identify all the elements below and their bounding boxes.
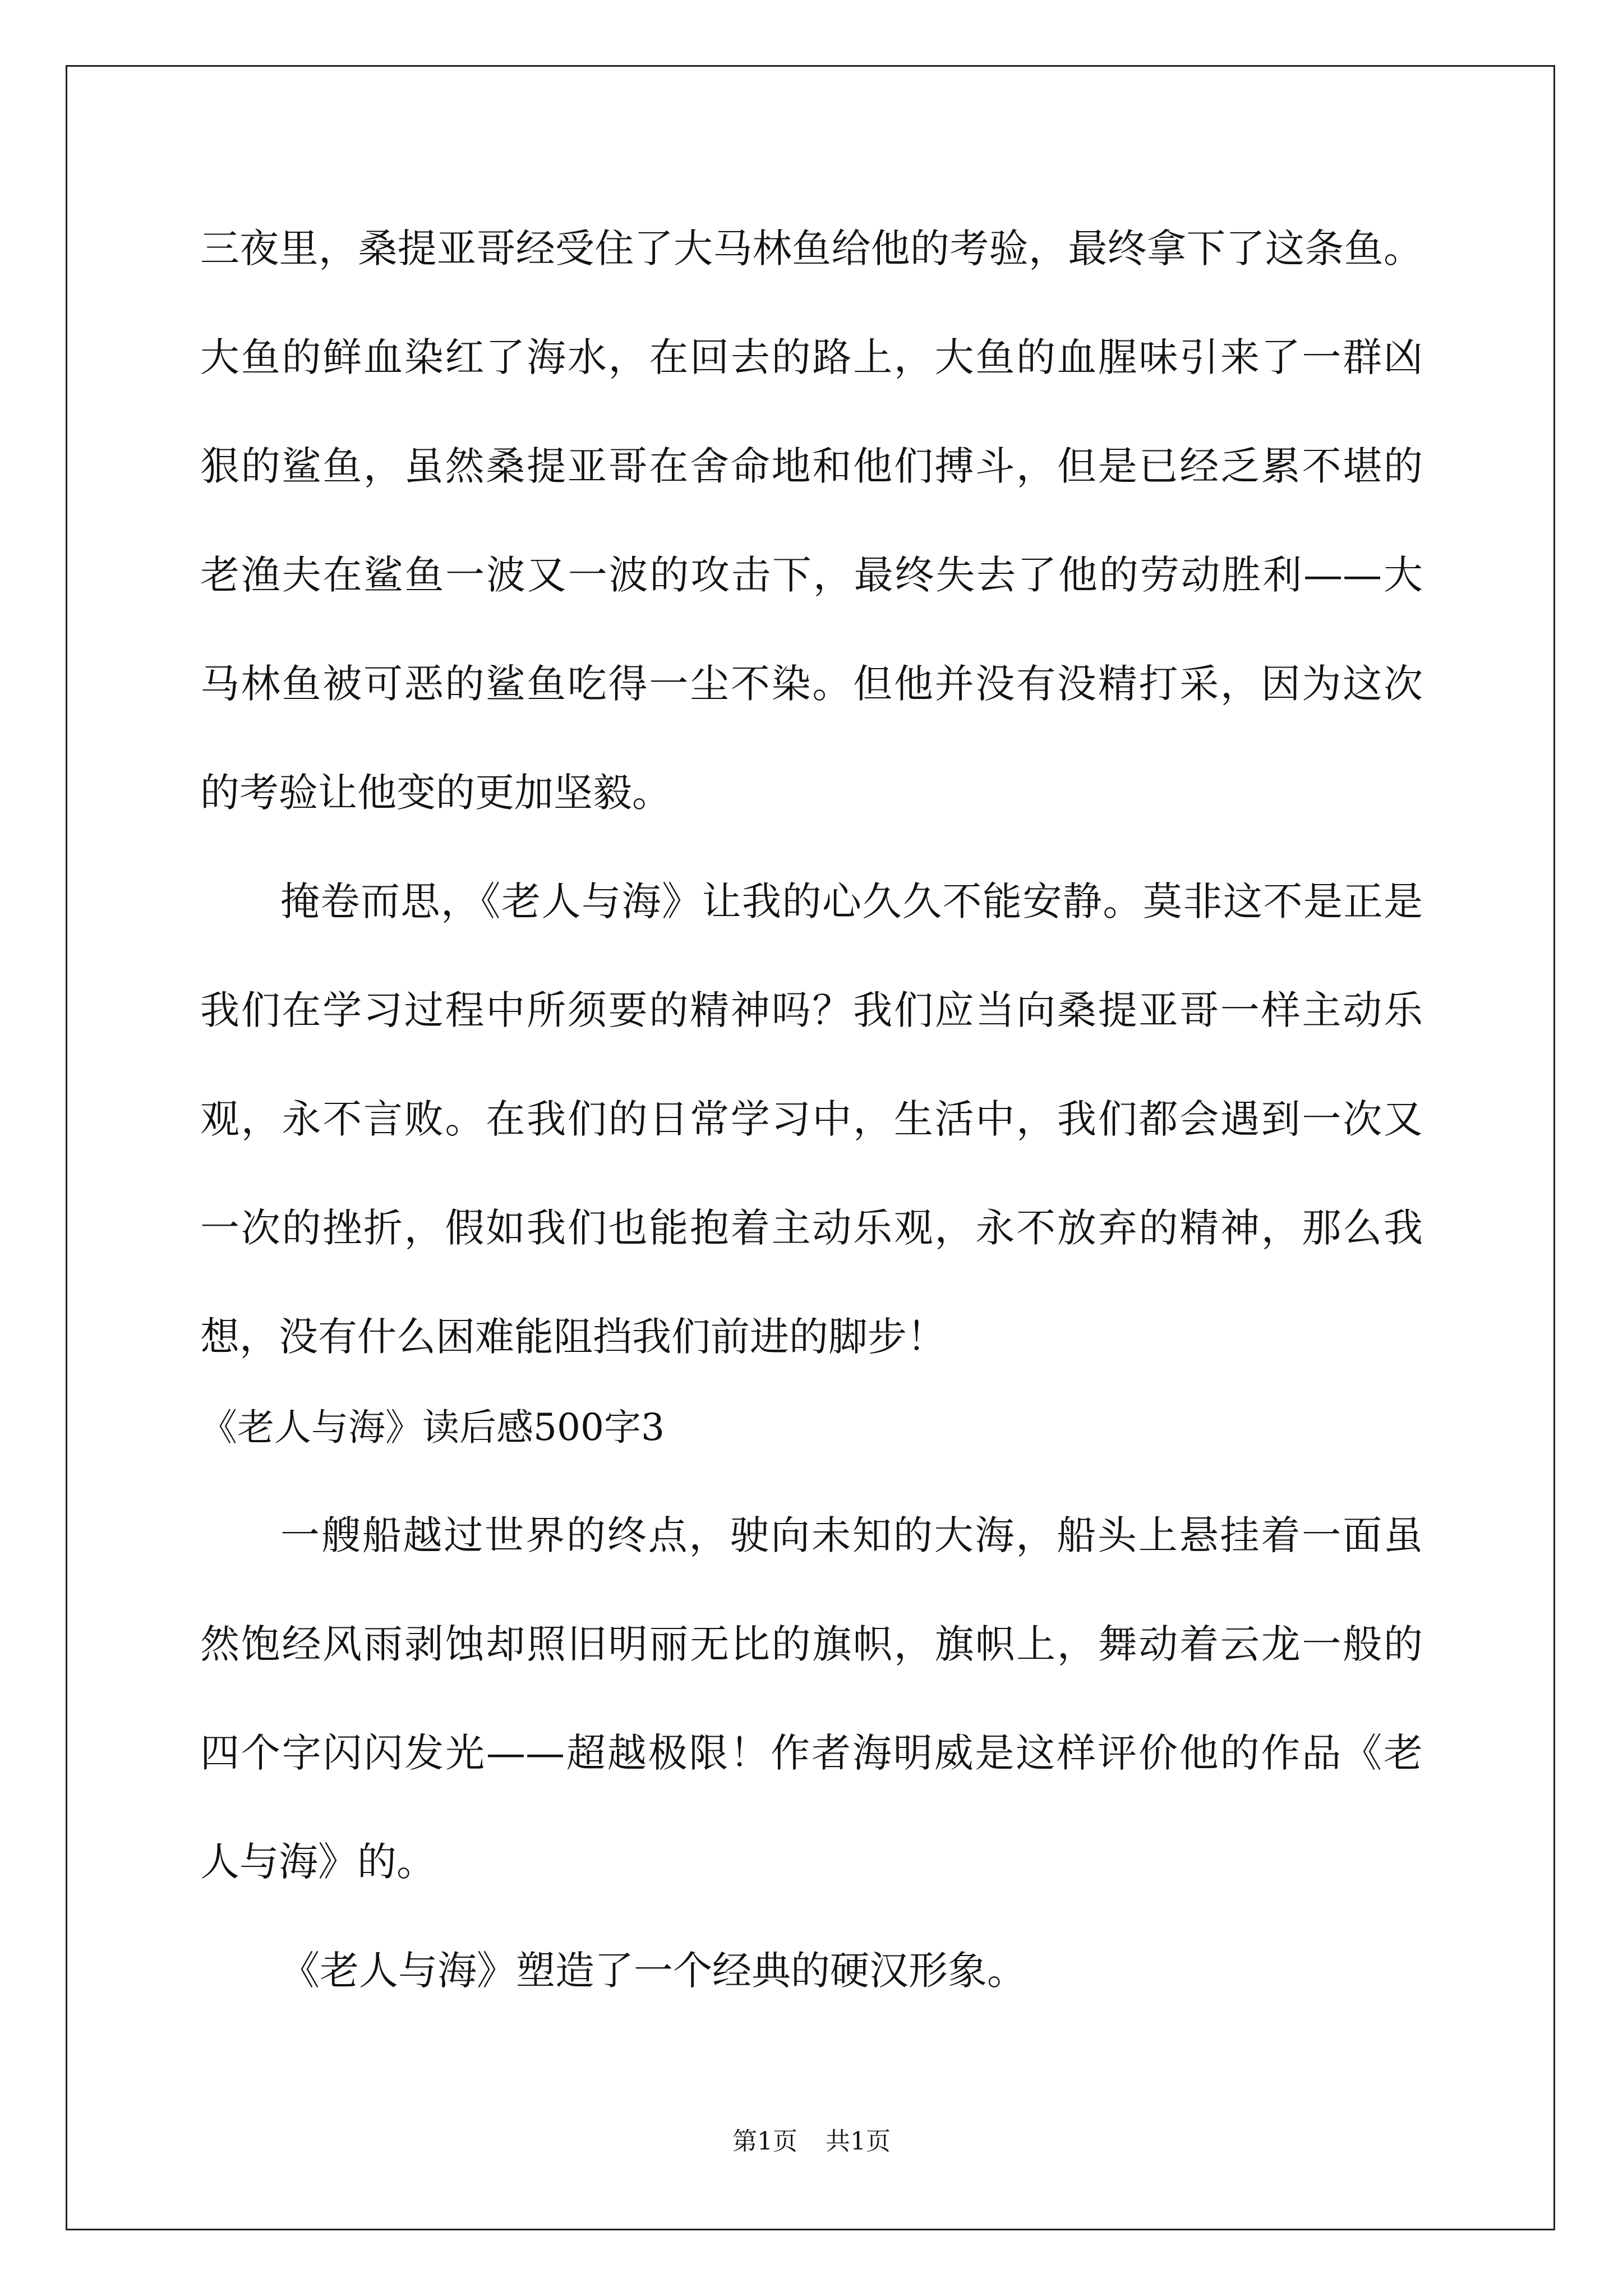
text-line: 我们在学习过程中所须要的精神吗？我们应当向桑提亚哥一样主动乐 [200, 987, 1423, 1033]
text-line: 然饱经风雨剥蚀却照旧明丽无比的旗帜，旗帜上，舞动着云龙一般的 [200, 1621, 1423, 1667]
text-line: 的考验让他变的更加坚毅。 [200, 770, 671, 816]
text-line: 想，没有什么困难能阻挡我们前进的脚步！ [200, 1314, 946, 1360]
text-line: 大鱼的鲜血染红了海水，在回去的路上，大鱼的血腥味引来了一群凶 [200, 334, 1423, 380]
section-heading: 《老人与海》读后感500字3 [200, 1406, 665, 1449]
text-line: 观，永不言败。在我们的日常学习中，生活中，我们都会遇到一次又 [200, 1096, 1423, 1142]
text-line: 马林鱼被可恶的鲨鱼吃得一尘不染。但他并没有没精打采，因为这次 [200, 661, 1423, 707]
text-line: 四个字闪闪发光——超越极限！作者海明威是这样评价他的作品《老 [200, 1730, 1423, 1776]
page-footer [0, 2129, 1623, 2154]
page-number: 第1页 [732, 2127, 797, 2156]
text-line: 三夜里，桑提亚哥经受住了大马林鱼给他的考验，最终拿下了这条鱼。 [200, 226, 1423, 272]
text-line: 《老人与海》塑造了一个经典的硬汉形象。 [280, 1948, 1026, 1994]
text-line: 一次的挫折，假如我们也能抱着主动乐观，永不放弃的精神，那么我 [200, 1205, 1423, 1251]
text-line: 人与海》的。 [200, 1839, 436, 1885]
text-line: 掩卷而思，《老人与海》让我的心久久不能安静。莫非这不是正是 [280, 878, 1423, 924]
page-border [66, 65, 1555, 2230]
text-line: 狠的鲨鱼，虽然桑提亚哥在舍命地和他们搏斗，但是已经乏累不堪的 [200, 443, 1423, 489]
text-line: 老渔夫在鲨鱼一波又一波的攻击下，最终失去了他的劳动胜利——大 [200, 552, 1423, 598]
text-line: 一艘船越过世界的终点，驶向未知的大海，船头上悬挂着一面虽 [280, 1512, 1423, 1558]
page-total: 共1页 [826, 2127, 891, 2156]
